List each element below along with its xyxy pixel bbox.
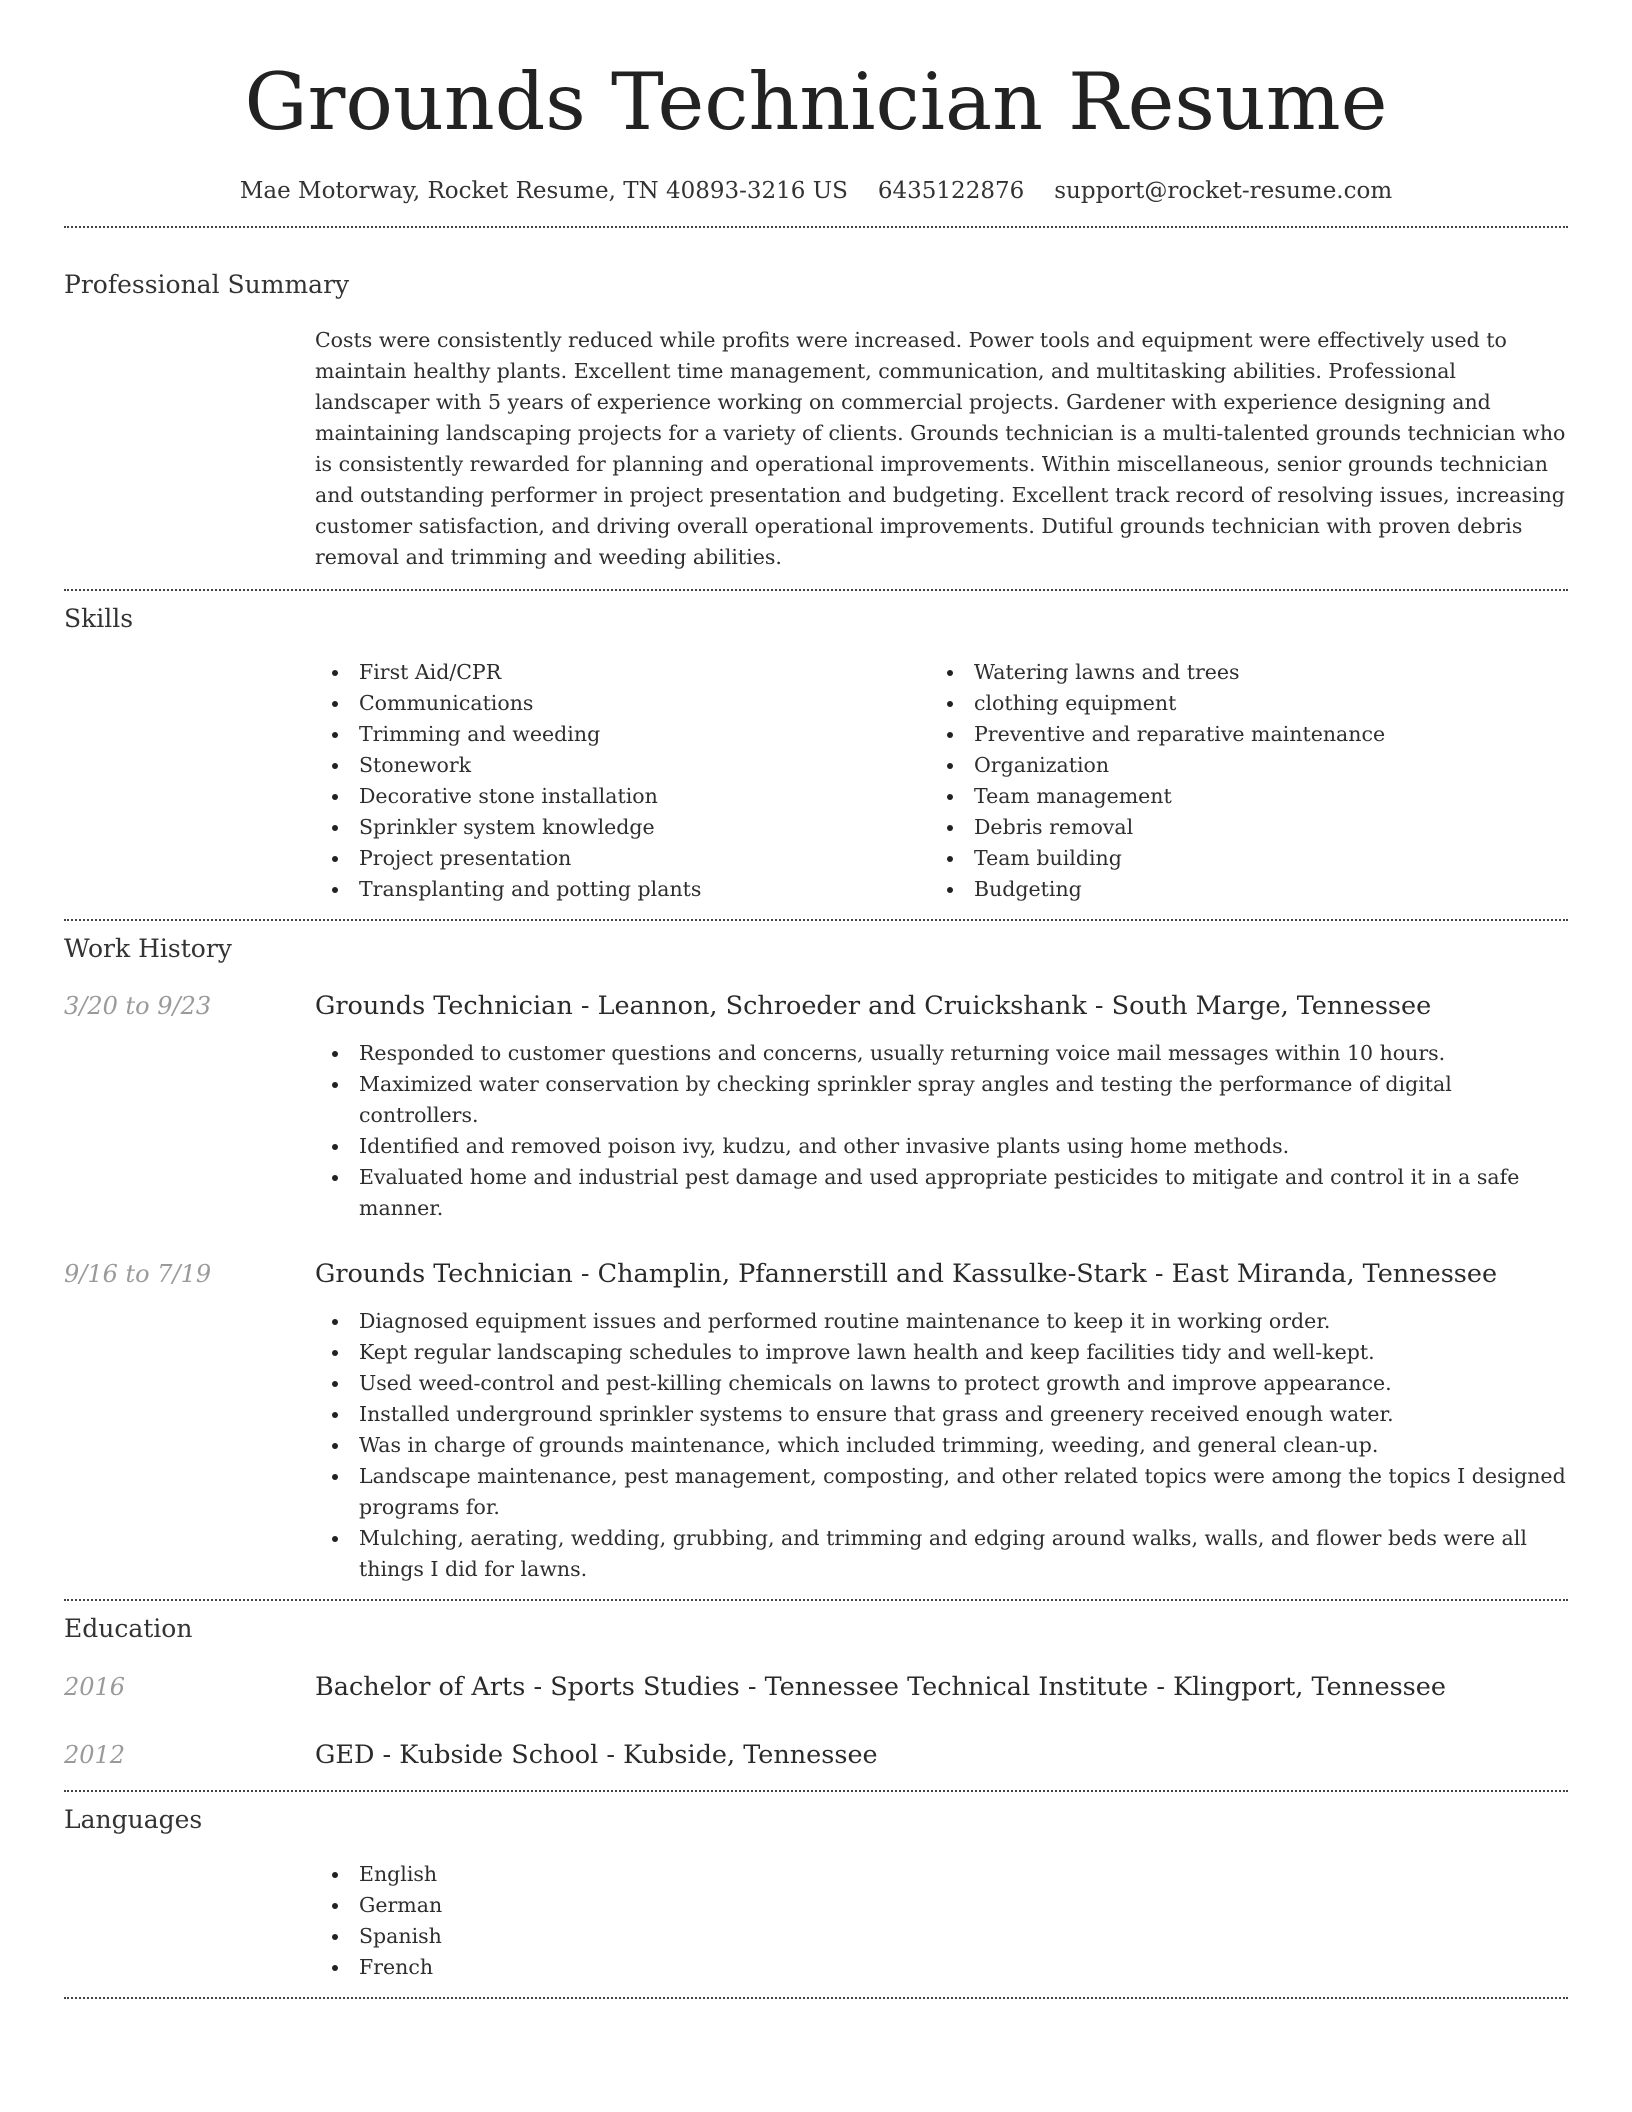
education-heading-line: Bachelor of Arts - Sports Studies - Tennessee Technical Institute - Klingport, Tennessee [315,1672,1446,1702]
skill-item: Sprinkler system knowledge [315,812,930,843]
education-heading-line: GED - Kubside School - Kubside, Tennessee [315,1740,878,1770]
language-item: Spanish [315,1921,1568,1952]
skills-columns [315,657,1568,905]
languages-section [64,1803,1568,1983]
skills-list-left [315,657,930,905]
job-heading: Grounds Technician - Leannon, Schroeder and Cruickshank - South Marge, Tennessee [315,991,1432,1021]
language-item: French [315,1952,1568,1983]
section-divider [64,1599,1568,1601]
duty-item: Landscape maintenance, pest management, composting, and other related topics were among the topics I designed programs for. [315,1461,1568,1523]
skill-item: Team management [930,781,1545,812]
section-divider [64,1790,1568,1792]
skill-item: clothing equipment [930,688,1545,719]
section-divider [64,589,1568,591]
duty-item: Evaluated home and industrial pest damage and used appropriate pesticides to mitigate and control it in a safe manner. [315,1162,1568,1224]
section-divider [64,919,1568,921]
work-section [64,932,1568,1585]
duty-item: Diagnosed equipment issues and performed routine maintenance to keep it in working order. [315,1306,1568,1337]
contact-line [64,174,1568,208]
duty-item: Used weed-control and pest-killing chemicals on lawns to protect growth and improve appearance. [315,1368,1568,1399]
resume-title: Grounds Technician Resume [244,56,1388,148]
work-heading: Work History [64,934,232,963]
education-heading: Education [64,1614,193,1643]
duty-item: Installed underground sprinkler systems to ensure that grass and greenery received enough water. [315,1399,1568,1430]
language-item: German [315,1890,1568,1921]
job-heading: Grounds Technician - Champlin, Pfannerstill and Kassulke-Stark - East Miranda, Tennessee [315,1259,1498,1289]
education-year: 2012 [64,1741,126,1769]
skill-item: Team building [930,843,1545,874]
skill-item: Budgeting [930,874,1545,905]
duty-item: Mulching, aerating, wedding, grubbing, and trimming and edging around walks, walls, and flower beds were all things I did for lawns. [315,1523,1568,1585]
skill-item: Watering lawns and trees [930,657,1545,688]
skills-heading: Skills [64,604,134,633]
skill-item: Decorative stone installation [315,781,930,812]
contact-phone: 6435122876 [877,178,1025,204]
job-dates: 3/20 to 9/23 [64,992,212,1020]
job-duties [315,1306,1568,1585]
education-entry [64,1738,1568,1772]
duty-item: Kept regular landscaping schedules to improve lawn health and keep facilities tidy and well-kept. [315,1337,1568,1368]
languages-list [315,1859,1568,1983]
skill-item: Project presentation [315,843,930,874]
skill-item: Organization [930,750,1545,781]
resume-page [64,0,1568,1999]
skill-item: Preventive and reparative maintenance [930,719,1545,750]
skill-item: Communications [315,688,930,719]
contact-email: support@rocket-resume.com [1054,178,1393,204]
section-divider [64,1997,1568,1999]
job-entry [64,1257,1568,1585]
duty-item: Was in charge of grounds maintenance, which included trimming, weeding, and general clean-up. [315,1430,1568,1461]
job-entry [64,989,1568,1224]
summary-heading: Professional Summary [64,270,350,299]
skill-item: Trimming and weeding [315,719,930,750]
languages-heading: Languages [64,1805,203,1834]
skill-item: Transplanting and potting plants [315,874,930,905]
language-item: English [315,1859,1568,1890]
job-dates: 9/16 to 7/19 [64,1260,212,1288]
job-header [64,989,1568,1023]
skill-item: Debris removal [930,812,1545,843]
job-duties [315,1038,1568,1224]
duty-item: Responded to customer questions and concerns, usually returning voice mail messages within 10 hours. [315,1038,1568,1069]
duty-item: Identified and removed poison ivy, kudzu, and other invasive plants using home methods. [315,1131,1568,1162]
skills-section [64,602,1568,905]
section-divider [64,226,1568,228]
summary-section [64,268,1568,573]
contact-address: Mae Motorway, Rocket Resume, TN 40893-3216 US [239,178,848,204]
skills-list-right [930,657,1545,905]
job-header [64,1257,1568,1291]
skill-item: Stonework [315,750,930,781]
education-year: 2016 [64,1673,126,1701]
education-entry [64,1670,1568,1704]
summary-text: Costs were consistently reduced while profits were increased. Power tools and equipment were effectively used to maintain healthy plants. Excellent time management, communication, and multitasking abilities. Professional landscaper with 5 years of experience working on commercial projects. Gardener with experience designing and maintaining landscaping projects for a variety of clients. Grounds technician is a multi-talented grounds technician who is consistently rewarded for planning and operational improvements. Within miscellaneous, senior grounds technician and outstanding performer in project presentation and budgeting. Excellent track record of resolving issues, increasing customer satisfaction, and driving overall operational improvements. Dutiful grounds technician with proven debris removal and trimming and weeding abilities. [315,328,1566,569]
skill-item: First Aid/CPR [315,657,930,688]
education-section [64,1612,1568,1772]
duty-item: Maximized water conservation by checking sprinkler spray angles and testing the performance of digital controllers. [315,1069,1568,1131]
